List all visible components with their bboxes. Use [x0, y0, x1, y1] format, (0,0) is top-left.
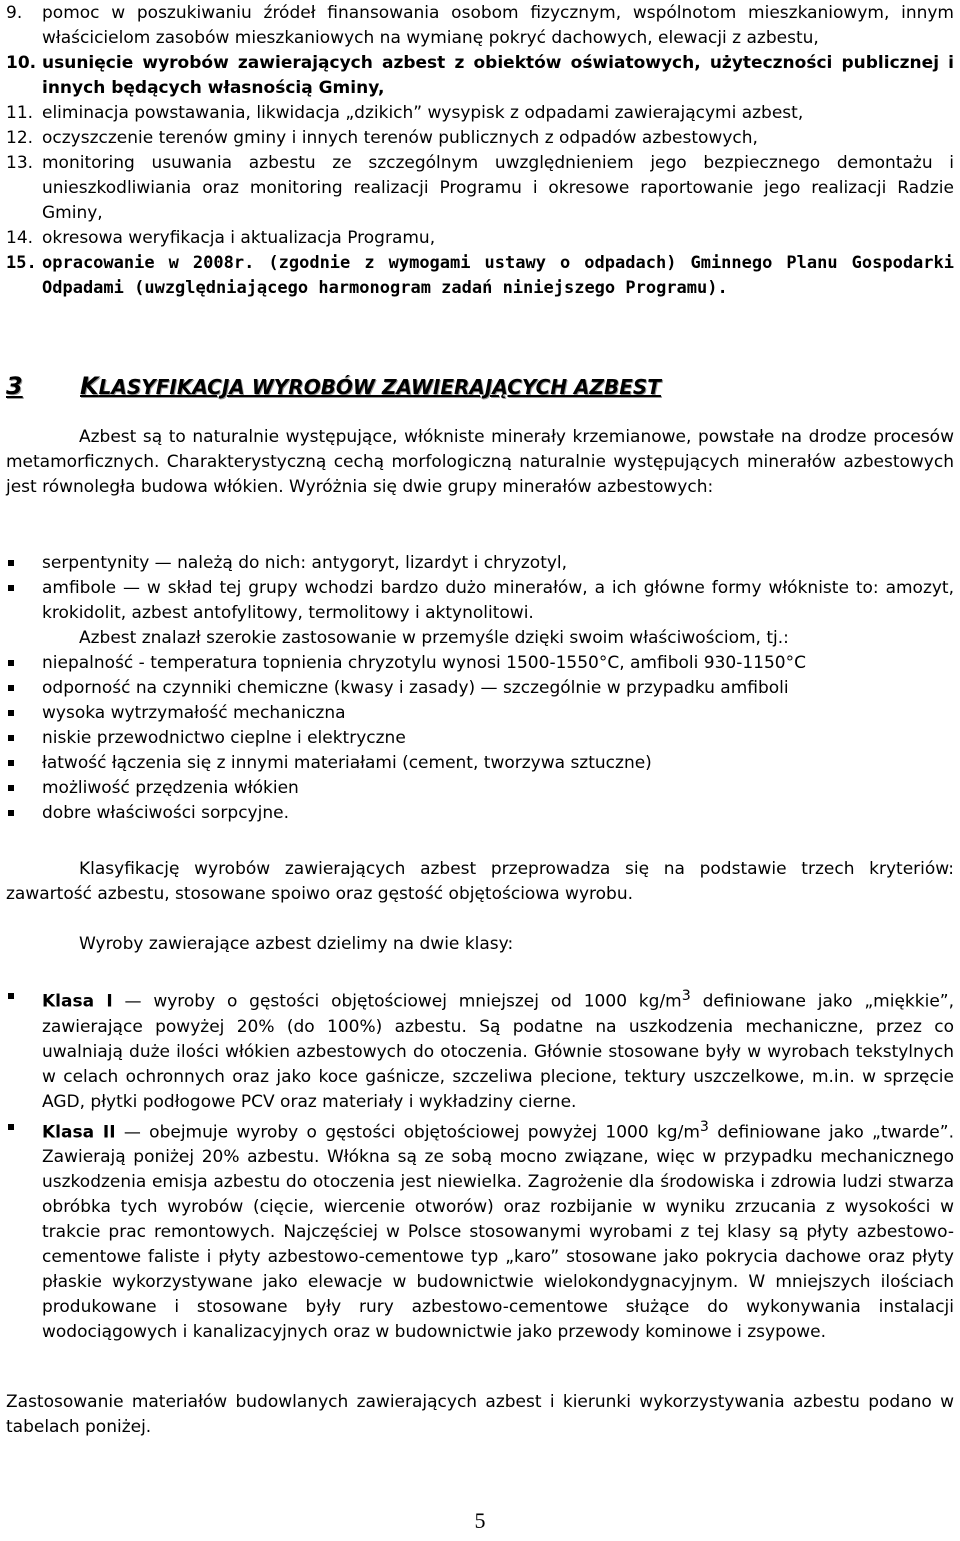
- list-item: [6, 726, 954, 751]
- item-text: okresowa weryfikacja i aktualizacja Programu,: [42, 228, 436, 248]
- intro-paragraph: Azbest są to naturalnie występujące, włókniste minerały krzemianowe, powstałe na drodze procesów metamorficznych. Charakterystyczną cechą morfologiczną naturalnie występujących minerałów azbestowych jest równoległa budowa włókien. Wyróżnia się dwie grupy minerałów azbestowych:: [6, 427, 954, 497]
- section-title: [80, 374, 661, 400]
- item-text: łatwość łączenia się z innymi materiałami (cement, tworzywa sztuczne): [42, 753, 652, 773]
- section-title-initial: K: [80, 372, 99, 400]
- list-item: [6, 776, 954, 801]
- item-text: wysoka wytrzymałość mechaniczna: [42, 703, 346, 723]
- item-text: [42, 1115, 954, 1346]
- list-item: [6, 551, 954, 576]
- bullet-marker: [6, 984, 42, 1115]
- item-text: niepalność - temperatura topnienia chryzotylu wynosi 1500-1550°C, amfiboli 930-1150°C: [42, 653, 806, 673]
- superscript: 3: [681, 988, 691, 1004]
- class-text: — obejmuje wyroby o gęstości objętościowej powyżej 1000 kg/m: [115, 1122, 700, 1143]
- list-item: [6, 1115, 954, 1346]
- item-text: pomoc w poszukiwaniu źródeł finansowania osobom fizycznym, wspólnotom mieszkaniowym, innym właścicielom zasobów mieszkaniowych na wymianę pokryć dachowych, elewacji z azbestu,: [42, 3, 954, 48]
- uses-intro: Azbest znalazł szerokie zastosowanie w przemyśle dzięki swoim właściwościom, tj.:: [79, 628, 789, 648]
- list-item: [6, 251, 954, 301]
- numbered-task-list: [6, 1, 954, 301]
- item-text: opracowanie w 2008r. (zgodnie z wymogami ustawy o odpadach) Gminnego Planu Gospodarki Odpadami (uwzględniającego harmonogram zadań niniejszego Programu).: [42, 253, 954, 298]
- item-text: oczyszczenie terenów gminy i innych terenów publicznych z odpadów azbestowych,: [42, 128, 758, 148]
- list-item: [6, 576, 954, 626]
- bullet-marker: [6, 776, 42, 801]
- item-text: niskie przewodnictwo cieplne i elektryczne: [42, 728, 406, 748]
- list-item: [6, 701, 954, 726]
- item-number: 13.: [6, 153, 34, 173]
- section-heading: [6, 374, 661, 400]
- class-text: definiowane jako „miękkie”, zawierające powyżej 20% (do 100%) azbestu. Są podatne na uszkodzenia mechaniczne, przez co uwalniają duże ilości włókien azbestowych do otoczenia. Głównie stosowane były w wyrobach tekstylnych w celach ochronnych oraz jako koce gaśnicze, szczeliwa plecione, tektury uszczelkowe, m.in. w sprzęcie AGD, płytki podłogowe PCV oraz materiały i wykładziny cierne.: [42, 991, 955, 1112]
- item-number: 11.: [6, 103, 34, 123]
- list-item: [6, 126, 954, 151]
- item-text: odporność na czynniki chemiczne (kwasy i zasady) — szczególnie w przypadku amfiboli: [42, 678, 789, 698]
- item-number: 10.: [6, 53, 37, 73]
- bullet-marker: [6, 726, 42, 751]
- bullet-marker: [6, 801, 42, 826]
- list-item: [6, 676, 954, 701]
- list-item: [6, 151, 954, 226]
- list-item: [6, 101, 954, 126]
- list-item: [6, 751, 954, 776]
- list-item: [6, 801, 954, 826]
- bullet-marker: [6, 576, 42, 626]
- class-label: Klasa II: [42, 1122, 116, 1143]
- list-item: [6, 1, 954, 51]
- superscript: 3: [699, 1118, 709, 1135]
- class-text: — wyroby o gęstości objętościowej mniejszej od 1000 kg/m: [112, 991, 682, 1012]
- classes-list: [6, 984, 954, 1345]
- list-item: [6, 226, 954, 251]
- item-text: monitoring usuwania azbestu ze szczególnym uwzględnieniem jego bezpiecznego demontażu i unieszkodliwiania oraz monitoring realizacji Programu i okresowe raportowanie jego realizacji Radzie Gminy,: [42, 153, 954, 223]
- bullet-marker: [6, 701, 42, 726]
- item-number: 15.: [6, 253, 37, 273]
- section-title-rest: LASYFIKACJA WYROBÓW ZAWIERAJĄCYCH AZBEST: [98, 375, 661, 399]
- page-number: 5: [474, 1508, 486, 1533]
- bullet-marker: [6, 651, 42, 676]
- bullet-marker: [6, 1115, 42, 1346]
- list-item: [6, 984, 954, 1115]
- closing-paragraph: Zastosowanie materiałów budowlanych zawierających azbest i kierunki wykorzystywania azbestu podano w tabelach poniżej.: [6, 1392, 954, 1437]
- item-text: usunięcie wyrobów zawierających azbest z obiektów oświatowych, użyteczności publicznej i innych będących własnością Gminy,: [42, 53, 954, 98]
- classification-paragraph: Klasyfikację wyrobów zawierających azbest przeprowadza się na podstawie trzech kryteriów: zawartość azbestu, stosowane spoiwo oraz gęstość objętościowa wyrobu.: [6, 859, 954, 904]
- item-text: serpentynity — należą do nich: antygoryt, lizardyt i chryzotyl,: [42, 553, 568, 573]
- section-number: 3: [6, 372, 23, 400]
- classes-intro: Wyroby zawierające azbest dzielimy na dwie klasy:: [79, 934, 514, 954]
- item-text: [42, 984, 954, 1115]
- item-number: 14.: [6, 228, 34, 248]
- item-text: amfibole — w skład tej grupy wchodzi bardzo dużo minerałów, a ich główne formy włókniste to: amozyt, krokidolit, azbest antofylitowy, termolitowy i aktynolitowi.: [42, 578, 954, 623]
- bullet-marker: [6, 551, 42, 576]
- item-text: możliwość przędzenia włókien: [42, 778, 299, 798]
- class-text: definiowane jako „twarde”. Zawierają poniżej 20% azbestu. Włókna są ze sobą mocno związane, więc w przypadku mechanicznego uszkodzenia emisja azbestu do otoczenia jest niewielka. Zagrożenie dla środowiska i zdrowia ludzi stwarza obróbka tych wyrobów (cięcie, wiercenie otworów) oraz rozbijanie w wyniku zrzucania z wysokości w trakcie prac remontowych. Najczęściej w Polsce stosowanymi wyrobami z tej klasy są płyty azbestowo-cementowe faliste i płyty azbestowo-cementowe typ „karo” stosowane jako pokrycia dachowe oraz płyty płaskie wykorzystywane jako elewacje w budownictwie wielokondygnacyjnym. W mniejszych ilościach produkowane i stosowane były rury azbestowo-cementowe służące do wykonywania instalacji wodociągowych i kanalizacyjnych oraz w budownictwie jako przewody kominowe i zsypowe.: [42, 1122, 954, 1343]
- bullet-marker: [6, 751, 42, 776]
- item-number: 12.: [6, 128, 34, 148]
- mineral-groups-list: [6, 551, 954, 826]
- list-item: [6, 51, 954, 101]
- class-label: Klasa I: [42, 991, 113, 1012]
- item-text: dobre właściwości sorpcyjne.: [42, 803, 289, 823]
- list-item: [6, 651, 954, 676]
- item-number: 9.: [6, 3, 23, 23]
- bullet-marker: [6, 676, 42, 701]
- item-text: eliminacja powstawania, likwidacja „dzikich” wysypisk z odpadami zawierającymi azbest,: [42, 103, 804, 123]
